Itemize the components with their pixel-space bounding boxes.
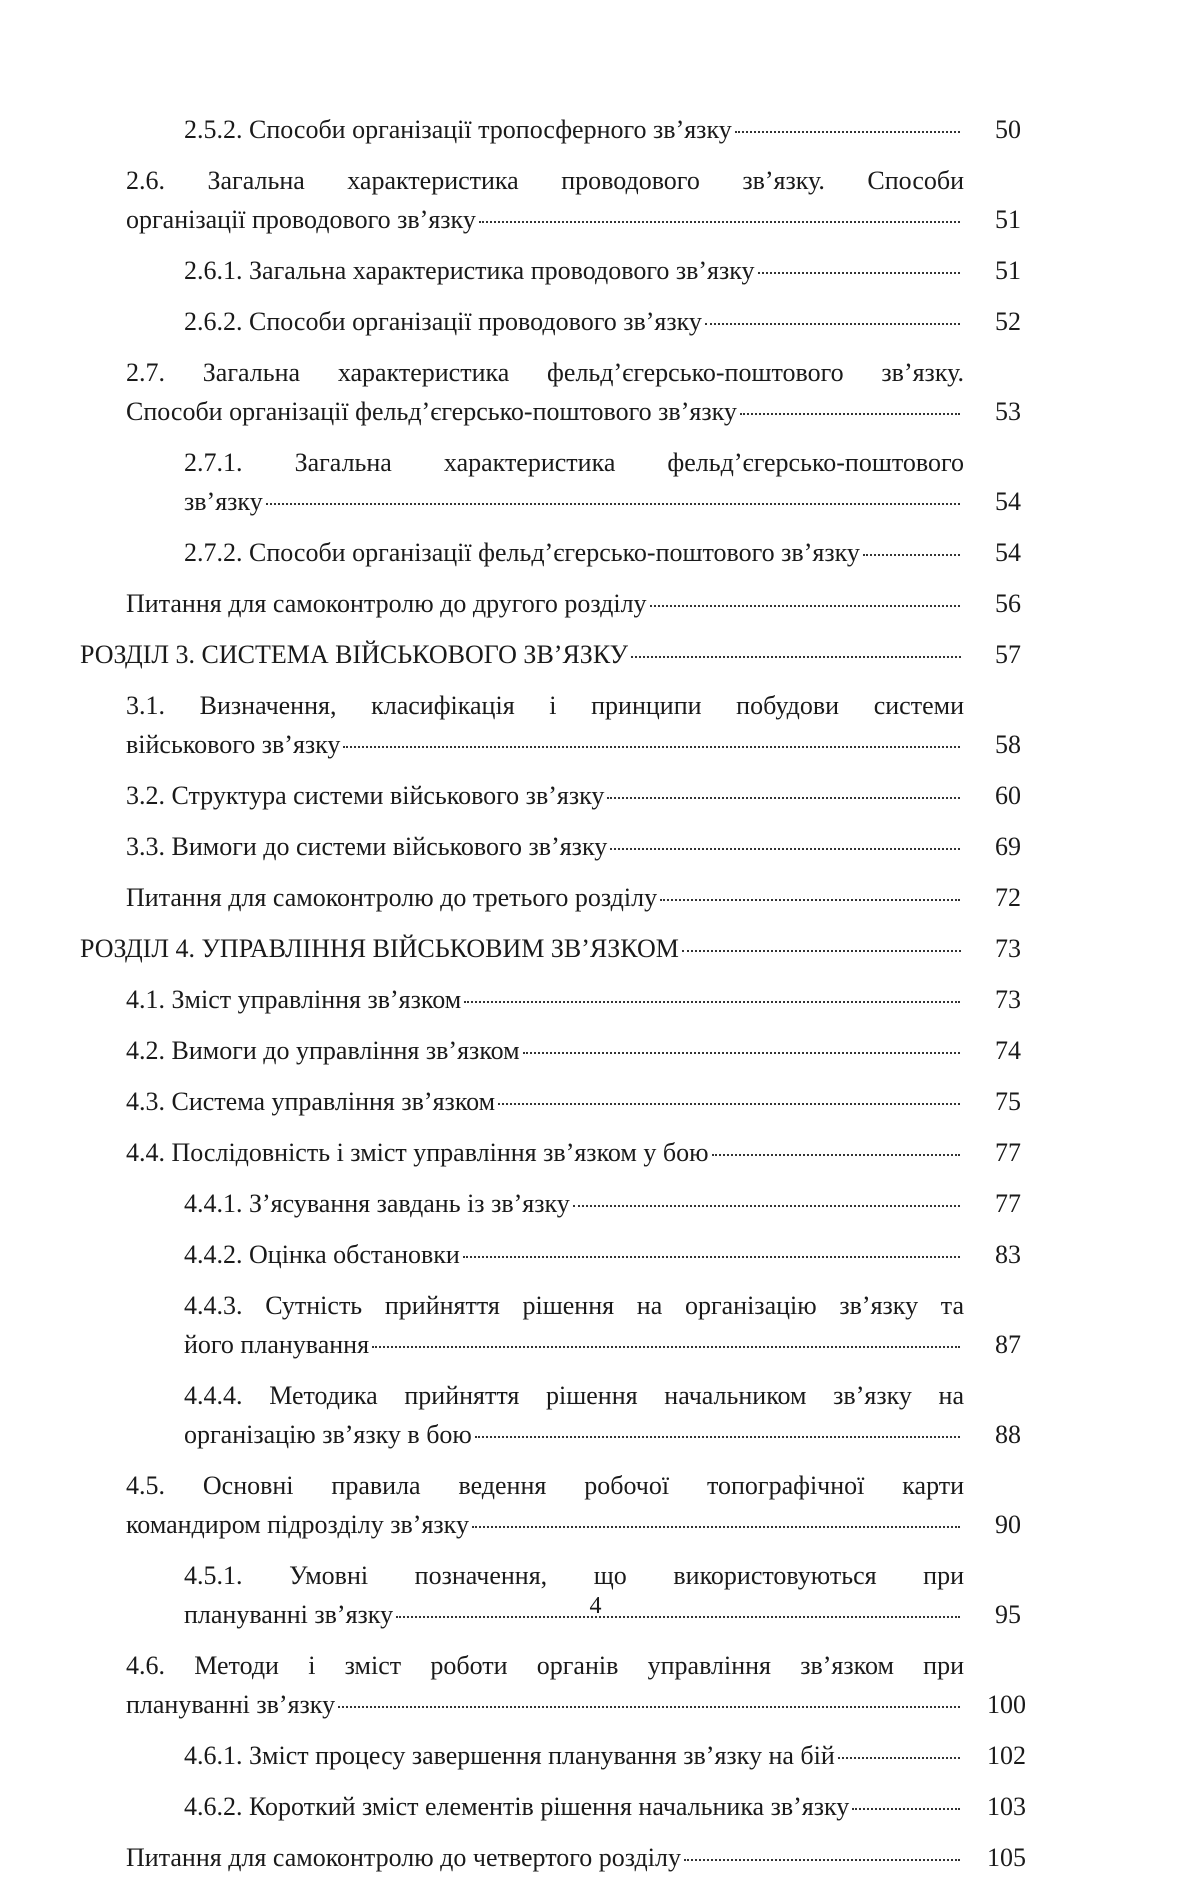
toc-entry-title: РОЗДІЛ 4. УПРАВЛІННЯ ВІЙСЬКОВИМ ЗВ’ЯЗКОМ bbox=[80, 934, 679, 963]
toc-entry-title-line1: 4.5.1. Умовні позначення, що використовуються при bbox=[184, 1561, 964, 1590]
toc-entry-title: 4.1. Зміст управління зв’язком bbox=[126, 985, 462, 1014]
toc-entry bbox=[0, 302, 1191, 341]
toc-entry bbox=[0, 1235, 1191, 1274]
table-of-contents bbox=[0, 110, 1191, 1889]
dot-leader bbox=[682, 950, 961, 952]
toc-entry-title: 4.6.1. Зміст процесу завершення планування зв’язку на бій bbox=[184, 1741, 835, 1770]
toc-entry-title-line1: 2.7. Загальна характеристика фельд’єгерсько-поштового зв’язку. bbox=[126, 358, 964, 387]
toc-entry bbox=[0, 827, 1191, 866]
dot-leader bbox=[372, 1346, 960, 1348]
toc-entry-title: 4.4.1. З’ясування завдань із зв’язку bbox=[184, 1189, 570, 1218]
toc-entry-title-line2: плануванні зв’язку bbox=[126, 1690, 336, 1719]
dot-leader bbox=[650, 605, 960, 607]
toc-page-number: 77 bbox=[995, 1189, 1021, 1218]
toc-page-number: 52 bbox=[995, 307, 1021, 336]
toc-entry-title-line1: 3.1. Визначення, класифікація і принципи побудови системи bbox=[126, 691, 964, 720]
toc-entry-title-line2: зв’язку bbox=[184, 487, 263, 516]
toc-entry bbox=[0, 584, 1191, 623]
toc-entry bbox=[0, 533, 1191, 572]
page-number: 4 bbox=[589, 1593, 602, 1619]
toc-entry-title-line2: командиром підрозділу зв’язку bbox=[126, 1510, 469, 1539]
toc-entry-title: Питання для самоконтролю до другого розділу bbox=[126, 589, 647, 618]
toc-entry bbox=[0, 161, 1191, 239]
dot-leader bbox=[343, 746, 960, 748]
toc-page-number: 73 bbox=[995, 934, 1021, 963]
toc-entry bbox=[0, 443, 1191, 521]
toc-page-number: 56 bbox=[995, 589, 1021, 618]
toc-entry bbox=[0, 980, 1191, 1019]
toc-entry-title: 4.3. Система управління зв’язком bbox=[126, 1087, 496, 1116]
toc-page-number: 51 bbox=[995, 256, 1021, 285]
toc-page-number: 54 bbox=[995, 538, 1021, 567]
toc-entry bbox=[0, 1466, 1191, 1544]
toc-entry-title: 4.2. Вимоги до управління зв’язком bbox=[126, 1036, 520, 1065]
dot-leader bbox=[573, 1205, 960, 1207]
dot-leader bbox=[758, 272, 960, 274]
toc-entry bbox=[0, 776, 1191, 815]
toc-page-number: 54 bbox=[995, 487, 1021, 516]
toc-entry-title: 2.5.2. Способи організації тропосферного зв’язку bbox=[184, 115, 732, 144]
dot-leader bbox=[472, 1526, 960, 1528]
toc-entry-title-line1: 4.6. Методи і зміст роботи органів управління зв’язком при bbox=[126, 1651, 964, 1680]
dot-leader bbox=[610, 848, 960, 850]
toc-page-number: 69 bbox=[995, 832, 1021, 861]
toc-entry bbox=[0, 635, 1191, 674]
dot-leader bbox=[479, 221, 960, 223]
dot-leader bbox=[266, 503, 960, 505]
toc-entry-title: РОЗДІЛ 3. СИСТЕМА ВІЙСЬКОВОГО ЗВ’ЯЗКУ bbox=[80, 640, 629, 669]
toc-page-number: 103 bbox=[987, 1792, 1026, 1821]
toc-entry-title: 4.4.2. Оцінка обстановки bbox=[184, 1240, 460, 1269]
dot-leader bbox=[464, 1001, 960, 1003]
toc-entry bbox=[0, 929, 1191, 968]
dot-leader bbox=[863, 554, 960, 556]
toc-entry-title-line1: 2.6. Загальна характеристика проводового зв’язку. Способи bbox=[126, 166, 964, 195]
toc-page-number: 100 bbox=[987, 1690, 1026, 1719]
toc-page-number: 51 bbox=[995, 205, 1021, 234]
toc-page-number: 77 bbox=[995, 1138, 1021, 1167]
dot-leader bbox=[607, 797, 960, 799]
dot-leader bbox=[740, 413, 960, 415]
toc-entry-title: 3.2. Структура системи військового зв’язку bbox=[126, 781, 605, 810]
toc-entry-title-line2: його планування bbox=[184, 1330, 370, 1359]
toc-entry bbox=[0, 1286, 1191, 1364]
toc-page-number: 87 bbox=[995, 1330, 1021, 1359]
dot-leader bbox=[631, 656, 961, 658]
dot-leader bbox=[705, 323, 960, 325]
dot-leader bbox=[852, 1808, 960, 1810]
toc-entry bbox=[0, 1031, 1191, 1070]
toc-page-number: 90 bbox=[995, 1510, 1021, 1539]
toc-entry-title: Питання для самоконтролю до третього розділу bbox=[126, 883, 658, 912]
toc-entry-title: 4.6.2. Короткий зміст елементів рішення начальника зв’язку bbox=[184, 1792, 850, 1821]
toc-page-number: 60 bbox=[995, 781, 1021, 810]
toc-entry bbox=[0, 1133, 1191, 1172]
toc-entry-title: 2.7.2. Способи організації фельд’єгерсько-поштового зв’язку bbox=[184, 538, 860, 567]
toc-entry bbox=[0, 1184, 1191, 1223]
toc-entry bbox=[0, 686, 1191, 764]
toc-page-number: 102 bbox=[987, 1741, 1026, 1770]
dot-leader bbox=[660, 899, 960, 901]
toc-page-number: 50 bbox=[995, 115, 1021, 144]
toc-page-number: 58 bbox=[995, 730, 1021, 759]
toc-page-number: 57 bbox=[995, 640, 1021, 669]
toc-page-number: 83 bbox=[995, 1240, 1021, 1269]
toc-entry-title: 2.6.1. Загальна характеристика проводового зв’язку bbox=[184, 256, 755, 285]
toc-entry-title-line2: плануванні зв’язку bbox=[184, 1600, 394, 1629]
toc-entry bbox=[0, 353, 1191, 431]
dot-leader bbox=[463, 1256, 960, 1258]
toc-entry bbox=[0, 1376, 1191, 1454]
toc-page-number: 75 bbox=[995, 1087, 1021, 1116]
toc-entry bbox=[0, 1646, 1191, 1724]
toc-page-number: 95 bbox=[995, 1600, 1021, 1629]
dot-leader bbox=[498, 1103, 960, 1105]
toc-entry bbox=[0, 1736, 1191, 1775]
toc-page-number: 53 bbox=[995, 397, 1021, 426]
toc-entry bbox=[0, 878, 1191, 917]
toc-entry-title-line2: військового зв’язку bbox=[126, 730, 341, 759]
toc-entry-title: Питання для самоконтролю до четвертого розділу bbox=[126, 1843, 681, 1872]
toc-entry-title: 4.4. Послідовність і зміст управління зв’язком у бою bbox=[126, 1138, 709, 1167]
toc-entry-title-line1: 4.5. Основні правила ведення робочої топографічної карти bbox=[126, 1471, 964, 1500]
toc-entry-title: 3.3. Вимоги до системи військового зв’язку bbox=[126, 832, 608, 861]
toc-entry-title-line2: організації проводового зв’язку bbox=[126, 205, 476, 234]
toc-entry bbox=[0, 110, 1191, 149]
dot-leader bbox=[523, 1052, 960, 1054]
toc-page-number: 88 bbox=[995, 1420, 1021, 1449]
toc-entry-title-line2: Способи організації фельд’єгерсько-поштового зв’язку bbox=[126, 397, 737, 426]
dot-leader bbox=[712, 1154, 961, 1156]
toc-entry-title-line1: 2.7.1. Загальна характеристика фельд’єгерсько-поштового bbox=[184, 448, 964, 477]
toc-entry bbox=[0, 1838, 1191, 1877]
toc-page-number: 72 bbox=[995, 883, 1021, 912]
toc-entry bbox=[0, 1082, 1191, 1121]
dot-leader bbox=[735, 131, 960, 133]
toc-entry bbox=[0, 251, 1191, 290]
toc-page-number: 105 bbox=[987, 1843, 1026, 1872]
toc-entry-title-line1: 4.4.3. Сутність прийняття рішення на організацію зв’язку та bbox=[184, 1291, 964, 1320]
dot-leader bbox=[338, 1706, 960, 1708]
dot-leader bbox=[475, 1436, 960, 1438]
toc-entry bbox=[0, 1787, 1191, 1826]
toc-entry-title-line1: 4.4.4. Методика прийняття рішення начальником зв’язку на bbox=[184, 1381, 964, 1410]
toc-page-number: 74 bbox=[995, 1036, 1021, 1065]
toc-entry-title-line2: організацію зв’язку в бою bbox=[184, 1420, 472, 1449]
toc-page-number: 73 bbox=[995, 985, 1021, 1014]
dot-leader bbox=[838, 1757, 960, 1759]
toc-entry-title: 2.6.2. Способи організації проводового зв’язку bbox=[184, 307, 702, 336]
dot-leader bbox=[684, 1859, 960, 1861]
